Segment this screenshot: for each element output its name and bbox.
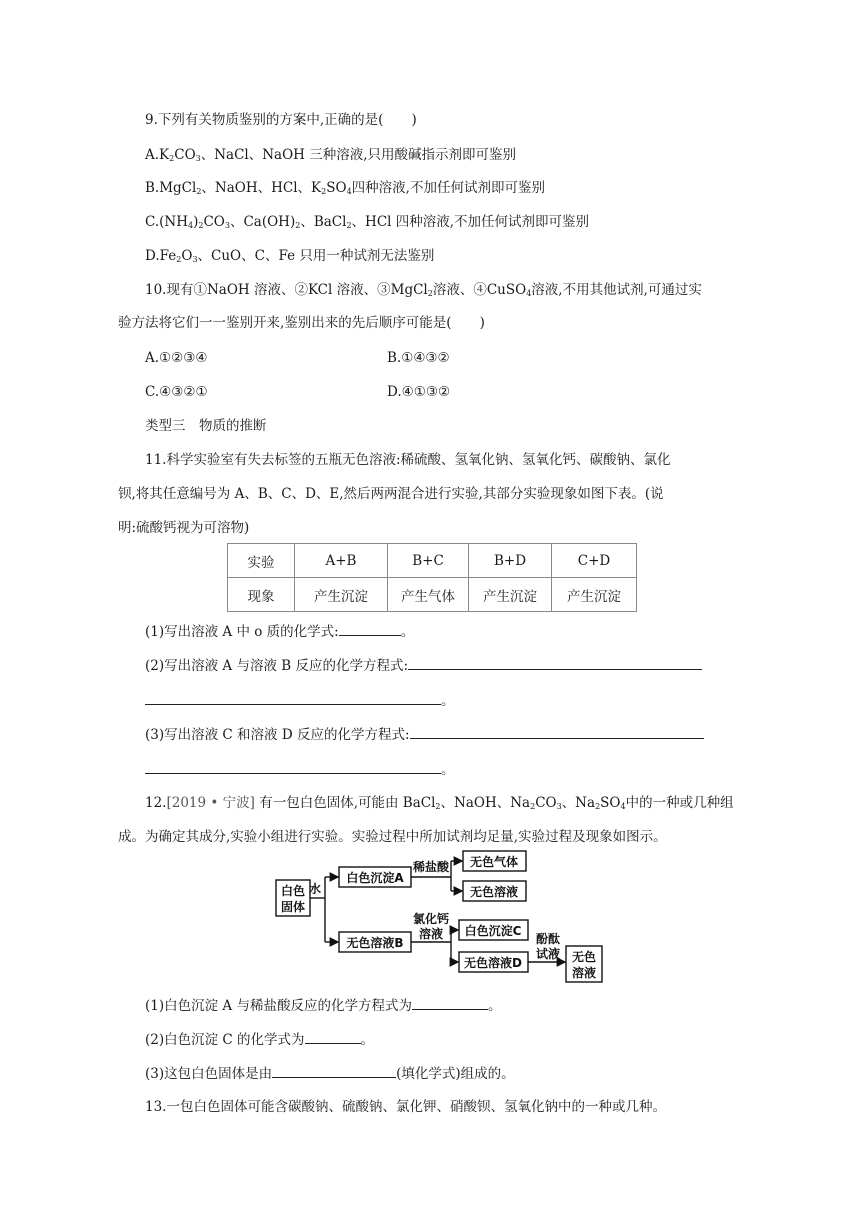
table-cell: 现象 xyxy=(228,578,295,612)
label-hcl: 稀盐酸 xyxy=(412,860,450,874)
q10-option-b: B.①④③② xyxy=(387,350,450,366)
label-final: 无色 xyxy=(571,950,597,964)
label-solid: 白色 xyxy=(280,884,306,898)
label-solution-d: 无色溶液D xyxy=(464,956,522,970)
q11-part1: (1)写出溶液 A 中 o 质的化学式: 。 xyxy=(145,621,414,642)
q9-option-b: B.MgCl$_2$、NaOH、HCl、$K_2SO_4$四种溶液,不加任何试剂即可鉴别 xyxy=(145,180,545,196)
q9-stem: 9.下列有关物质鉴别的方案中,正确的是( ) xyxy=(145,112,417,128)
label-final: 溶液 xyxy=(571,966,597,980)
table-row xyxy=(228,544,637,578)
table-cell: 产生沉淀 xyxy=(295,578,388,612)
experiment-table xyxy=(227,543,637,612)
q12-stem-line1: 12.[2019 • 宁波] 有一包白色固体,可能由 BaCl$_2$、NaOH、$Na_2CO_3$、$Na_2SO_4$中的一种或几种组 xyxy=(145,795,734,811)
label-solution: 无色溶液 xyxy=(469,885,519,899)
q12-part2: (2)白色沉淀 C 的化学式为 。 xyxy=(145,1029,374,1050)
q12-stem-line2: 成。为确定其成分,实验小组进行实验。实验过程中所加试剂均足量,实验过程及现象如图示。 xyxy=(118,829,667,845)
answer-blank[interactable] xyxy=(272,1063,396,1078)
answer-blank[interactable] xyxy=(412,995,488,1010)
q11-part2: (2)写出溶液 A 与溶液 B 反应的化学方程式: xyxy=(145,655,702,676)
label-solution-b: 无色溶液B xyxy=(346,936,404,950)
q11-stem-line1: 11.科学实验室有失去标签的五瓶无色溶液:稀硫酸、氢氧化钠、氢氧化钙、碳酸钠、氯化 xyxy=(145,452,671,468)
q10-option-c: C.④③②① xyxy=(145,384,208,400)
q9-option-d: $D.Fe_2O_3$、CuO、C、Fe 只用一种试剂无法鉴别 xyxy=(145,248,435,264)
label-precipitate-a: 白色沉淀A xyxy=(346,871,404,885)
q12-part1: (1)白色沉淀 A 与稀盐酸反应的化学方程式为 。 xyxy=(145,995,501,1016)
q9-option-a: $A.K_2CO_3$、NaCl、NaOH 三种溶液,只用酸碱指示剂即可鉴别 xyxy=(145,147,517,163)
q9-option-c: $C.(NH_4)_2CO_3$、$Ca(OH)_2$、BaCl$_2$、HCl 四种溶液,不加任何试剂即可鉴别 xyxy=(145,214,590,230)
q13-stem: 13.一包白色固体可能含碳酸钠、硫酸钠、氯化钾、硝酸钡、氢氧化钠中的一种或几种。 xyxy=(145,1099,666,1115)
answer-blank[interactable] xyxy=(408,655,702,670)
label-precipitate-c: 白色沉淀C xyxy=(464,924,522,938)
label-solid: 固体 xyxy=(280,900,306,914)
q12-part3: (3)这包白色固体是由 (填化学式)组成的。 xyxy=(145,1063,515,1084)
section-heading: 类型三 物质的推断 xyxy=(145,418,267,434)
table-cell: B+D xyxy=(469,544,552,578)
answer-blank[interactable] xyxy=(145,759,441,774)
label-gas: 无色气体 xyxy=(469,855,519,869)
table-cell: 产生沉淀 xyxy=(469,578,552,612)
label-cacl2: 氯化钙 xyxy=(412,912,450,926)
label-cacl2: 溶液 xyxy=(418,927,444,941)
table-cell: B+C xyxy=(388,544,469,578)
q11-part3: (3)写出溶液 C 和溶液 D 反应的化学方程式: xyxy=(145,724,704,745)
table-cell: C+D xyxy=(552,544,637,578)
label-water: 水 xyxy=(308,882,322,896)
experiment-flow-diagram xyxy=(265,845,615,990)
label-phenolphthalein: 酚酞 xyxy=(535,932,561,946)
q10-option-a: A.①②③④ xyxy=(145,350,208,366)
answer-blank[interactable] xyxy=(410,724,704,739)
answer-blank[interactable] xyxy=(339,621,401,636)
q11-part3-continued: 。 xyxy=(145,759,455,780)
table-cell: 实验 xyxy=(228,544,295,578)
source-tag: [2019 • 宁波] xyxy=(166,795,255,811)
answer-blank[interactable] xyxy=(305,1029,361,1044)
q11-stem-line3: 明:硫酸钙视为可溶物) xyxy=(118,520,250,536)
answer-blank[interactable] xyxy=(145,690,441,705)
table-cell: 产生气体 xyxy=(388,578,469,612)
q11-stem-line2: 钡,将其任意编号为 A、B、C、D、E,然后两两混合进行实验,其部分实验现象如图下表。(说 xyxy=(118,486,664,502)
table-cell: 产生沉淀 xyxy=(552,578,637,612)
label-phenolphthalein: 试液 xyxy=(535,947,561,961)
table-row xyxy=(228,578,637,612)
q10-option-d: D.④①③② xyxy=(387,384,451,400)
q11-part2-continued: 。 xyxy=(145,690,455,711)
q10-stem-line1: 10.现有①NaOH 溶液、②KCl 溶液、③MgCl$_2$溶液、④CuSO$_4$溶液,不用其他试剂,可通过实 xyxy=(145,282,702,298)
table-cell: A+B xyxy=(295,544,388,578)
q10-stem-line2: 验方法将它们一一鉴别开来,鉴别出来的先后顺序可能是( ) xyxy=(118,315,485,331)
